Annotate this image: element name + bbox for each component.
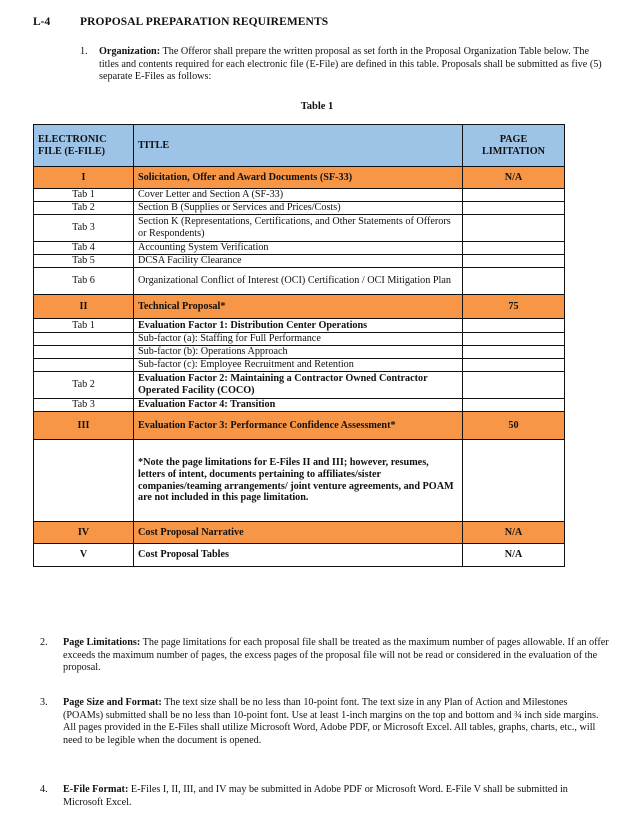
item-4-heading: E-File Format: bbox=[63, 784, 129, 795]
efile-v-limit: N/A bbox=[463, 544, 565, 567]
empty-limit-cell bbox=[463, 255, 565, 268]
empty-limit-cell bbox=[463, 440, 565, 522]
efile-ii-row bbox=[34, 295, 565, 319]
tab-title: Evaluation Factor 1: Distribution Center Operations bbox=[134, 319, 463, 333]
empty-limit-cell bbox=[463, 268, 565, 295]
section-title: PROPOSAL PREPARATION REQUIREMENTS bbox=[80, 16, 329, 28]
efile-v-label: V bbox=[34, 544, 134, 567]
tab-label: Tab 2 bbox=[34, 372, 134, 399]
table-row bbox=[34, 372, 565, 399]
tab-label: Tab 5 bbox=[34, 255, 134, 268]
tab-label: Tab 4 bbox=[34, 242, 134, 255]
table-caption: Table 1 bbox=[300, 101, 334, 112]
table-row bbox=[34, 359, 565, 372]
empty-file-cell bbox=[34, 440, 134, 522]
header-limit-line1: PAGE bbox=[499, 133, 528, 145]
header-title: TITLE bbox=[134, 125, 463, 167]
efile-i-limit: N/A bbox=[463, 167, 565, 189]
subfactor-title: Sub-factor (b): Operations Approach bbox=[134, 346, 463, 359]
item-2-paragraph bbox=[63, 637, 609, 675]
item-1-text: The Offeror shall prepare the written proposal as set forth in the Proposal Organization Table below. The titles and contents required for each electronic file (E-File) are defined in this table. Proposals shall be submitted as five (5) separate E-Files as follows: bbox=[99, 46, 602, 83]
efile-iv-label: IV bbox=[34, 522, 134, 544]
efile-i-label: I bbox=[34, 167, 134, 189]
empty-limit-cell bbox=[463, 333, 565, 346]
tab-title: Cover Letter and Section A (SF-33) bbox=[134, 189, 463, 202]
table-row bbox=[34, 255, 565, 268]
empty-file-cell bbox=[34, 333, 134, 346]
empty-limit-cell bbox=[463, 372, 565, 399]
efile-iv-row bbox=[34, 522, 565, 544]
efile-iii-limit: 50 bbox=[463, 412, 565, 440]
tab-label: Tab 2 bbox=[34, 202, 134, 215]
tab-title: Evaluation Factor 4: Transition bbox=[134, 399, 463, 412]
efile-ii-limit: 75 bbox=[463, 295, 565, 319]
item-2-heading: Page Limitations: bbox=[63, 637, 141, 648]
tab-title: DCSA Facility Clearance bbox=[134, 255, 463, 268]
empty-file-cell bbox=[34, 346, 134, 359]
tab-label: Tab 3 bbox=[34, 399, 134, 412]
header-limit bbox=[463, 125, 565, 167]
item-1-heading: Organization: bbox=[99, 46, 161, 57]
efile-iv-limit: N/A bbox=[463, 522, 565, 544]
item-3-paragraph bbox=[63, 697, 609, 747]
header-efile-line2: FILE (E-FILE) bbox=[38, 145, 106, 157]
proposal-organization-table bbox=[33, 124, 565, 567]
empty-file-cell bbox=[34, 359, 134, 372]
efile-ii-title: Technical Proposal* bbox=[134, 295, 463, 319]
item-1-paragraph bbox=[99, 46, 609, 84]
item-4-paragraph bbox=[63, 784, 609, 809]
efile-iii-row bbox=[34, 412, 565, 440]
header-limit-line2: LIMITATION bbox=[481, 145, 546, 157]
empty-limit-cell bbox=[463, 359, 565, 372]
table-row bbox=[34, 242, 565, 255]
efile-iii-title: Evaluation Factor 3: Performance Confidence Assessment* bbox=[134, 412, 463, 440]
efile-ii-label: II bbox=[34, 295, 134, 319]
empty-limit-cell bbox=[463, 242, 565, 255]
item-number-2: 2. bbox=[40, 637, 48, 648]
empty-limit-cell bbox=[463, 189, 565, 202]
table-row bbox=[34, 399, 565, 412]
subfactor-title: Sub-factor (c): Employee Recruitment and Retention bbox=[134, 359, 463, 372]
tab-title: Accounting System Verification bbox=[134, 242, 463, 255]
efile-i-title: Solicitation, Offer and Award Documents (SF-33) bbox=[134, 167, 463, 189]
item-2-text: The page limitations for each proposal file shall be treated as the maximum number of pages allowable. If an offer exceeds the maximum number of pages, the excess pages of the proposal file will not be read or considered in the evaluation of the proposal. bbox=[63, 637, 609, 674]
table-row bbox=[34, 215, 565, 242]
note-row bbox=[34, 440, 565, 522]
table-row bbox=[34, 189, 565, 202]
efile-v-title: Cost Proposal Tables bbox=[134, 544, 463, 567]
empty-limit-cell bbox=[463, 215, 565, 242]
item-3-heading: Page Size and Format: bbox=[63, 697, 162, 708]
empty-limit-cell bbox=[463, 346, 565, 359]
tab-title: Organizational Conflict of Interest (OCI) Certification / OCI Mitigation Plan bbox=[134, 268, 463, 295]
section-number: L-4 bbox=[33, 16, 51, 28]
tab-label: Tab 6 bbox=[34, 268, 134, 295]
table-header-row bbox=[34, 125, 565, 167]
empty-limit-cell bbox=[463, 202, 565, 215]
table-row bbox=[34, 333, 565, 346]
item-3-text: The text size shall be no less than 10-point font. The text size in any Plan of Action and Milestones (POAMs) submitted shall be no less than 10-point font. Use at least 1-inch margins on the top and bottom and ¾ inch side margins. All pages provided in the E-Files shall utilize Microsoft Word, Adobe PDF, or Microsoft Excel. All tables, graphs, charts, etc., will need to be legible when the document is opened. bbox=[63, 697, 599, 746]
page-limit-note: *Note the page limitations for E-Files II and III; however, resumes, letters of intent, documents pertaining to affiliates/sister companies/teaming arrangements/ joint venture agreements, and POAM are not included in this page limitation. bbox=[134, 440, 463, 522]
item-4-text: E-Files I, II, III, and IV may be submitted in Adobe PDF or Microsoft Word. E-File V shall be submitted in Microsoft Excel. bbox=[63, 784, 568, 808]
tab-label: Tab 1 bbox=[34, 319, 134, 333]
table-row bbox=[34, 202, 565, 215]
item-number-3: 3. bbox=[40, 697, 48, 708]
header-efile bbox=[34, 125, 134, 167]
table-row bbox=[34, 346, 565, 359]
tab-label: Tab 1 bbox=[34, 189, 134, 202]
efile-v-row bbox=[34, 544, 565, 567]
efile-iv-title: Cost Proposal Narrative bbox=[134, 522, 463, 544]
tab-title: Section B (Supplies or Services and Prices/Costs) bbox=[134, 202, 463, 215]
efile-i-row bbox=[34, 167, 565, 189]
efile-iii-label: III bbox=[34, 412, 134, 440]
table-row bbox=[34, 268, 565, 295]
subfactor-title: Sub-factor (a): Staffing for Full Performance bbox=[134, 333, 463, 346]
item-number-1: 1. bbox=[80, 46, 88, 57]
header-efile-line1: ELECTRONIC bbox=[38, 133, 107, 145]
tab-title: Section K (Representations, Certifications, and Other Statements of Offerors or Respondents) bbox=[134, 215, 463, 242]
tab-label: Tab 3 bbox=[34, 215, 134, 242]
tab-title: Evaluation Factor 2: Maintaining a Contractor Owned Contractor Operated Facility (COCO) bbox=[134, 372, 463, 399]
item-number-4: 4. bbox=[40, 784, 48, 795]
empty-limit-cell bbox=[463, 399, 565, 412]
table-row bbox=[34, 319, 565, 333]
empty-limit-cell bbox=[463, 319, 565, 333]
